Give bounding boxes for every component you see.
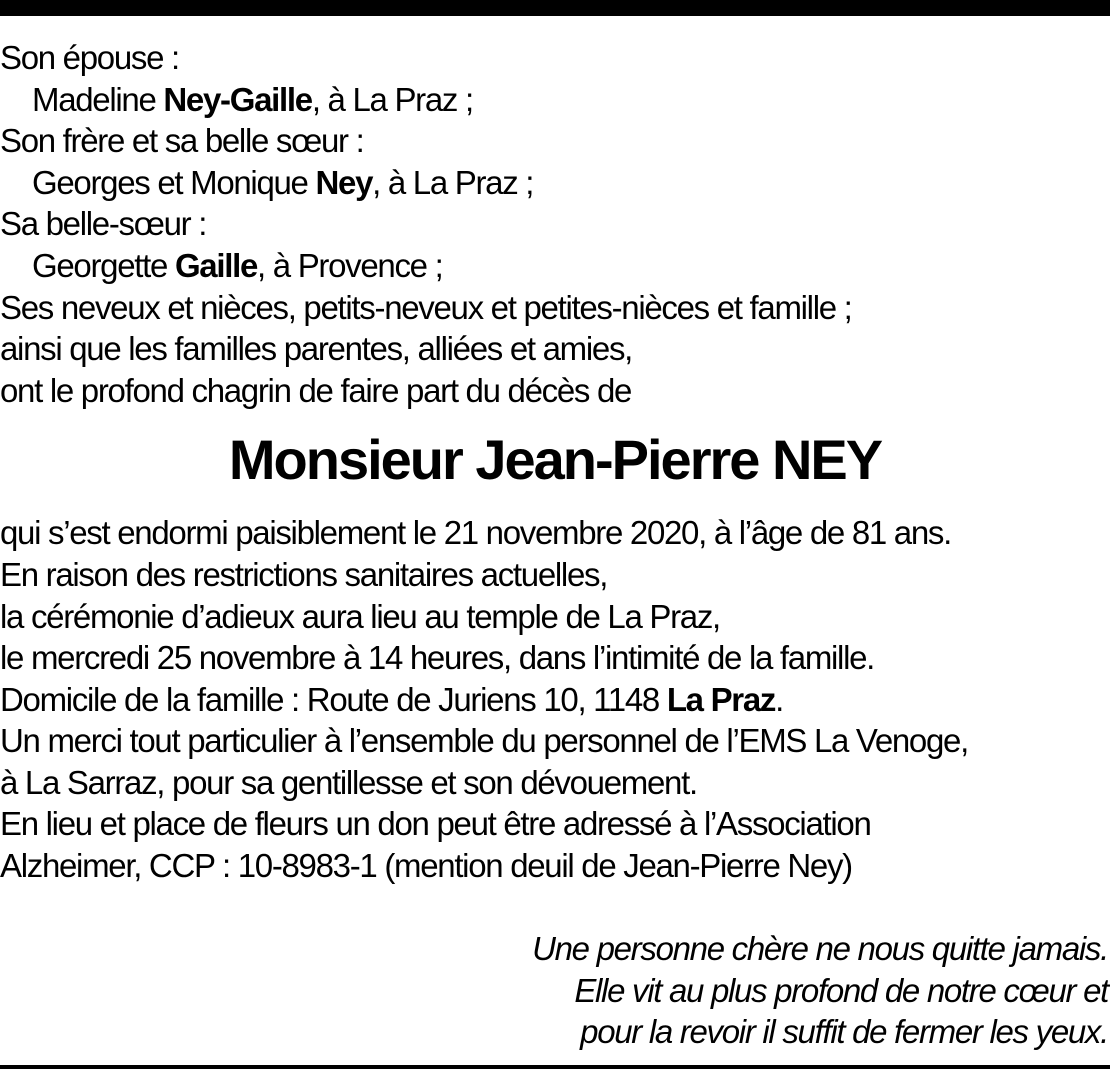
sister-in-law-line [32,246,442,286]
family-address-town: La Praz [666,681,776,718]
ceremony-date-line [0,638,874,678]
spouse-first-name: Madeline [32,81,164,118]
thanks-text-1: Un merci tout particulier à l’ensemble du personnel de l’EMS La Venoge, [0,722,968,759]
spouse-heading [0,38,179,78]
relatives-text: ainsi que les familles parentes, alliées et amies, [0,330,633,367]
brother-heading [0,121,363,161]
nephews-line [0,288,852,328]
sister-in-law-place: , à Provence ; [257,247,443,284]
thanks-line-1 [0,721,968,761]
ceremony-place-line [0,597,720,637]
death-date-text: qui s’est endormi paisiblement le 21 novembre 2020, à l’âge de 81 ans. [0,514,951,551]
announcement-line [0,371,631,411]
spouse-surname: Ney-Gaille [163,81,312,118]
ceremony-place-text: la cérémonie d’adieux aura lieu au temple de La Praz, [0,598,720,635]
brother-place: , à La Praz ; [372,164,534,201]
sister-in-law-heading [0,204,206,244]
brother-heading-text: Son frère et sa belle sœur : [0,122,364,159]
sister-in-law-first-name: Georgette [32,247,175,284]
relatives-line [0,329,632,369]
thanks-line-2 [0,763,697,803]
brother-line [32,163,533,203]
spouse-heading-text: Son épouse : [0,39,179,76]
donation-text-2: Alzheimer, CCP : 10-8983-1 (mention deuil de Jean-Pierre Ney) [0,847,852,884]
sister-in-law-heading-text: Sa belle-sœur : [0,205,207,242]
death-date-line [0,513,951,553]
bottom-rule [0,1065,1110,1069]
brother-first-names: Georges et Monique [32,164,316,201]
spouse-place: , à La Praz ; [311,81,473,118]
announcement-text: ont le profond chagrin de faire part du décès de [0,372,632,409]
quote-line-1: Une personne chère ne nous quitte jamais. [532,930,1108,967]
deceased-name: Monsieur Jean-Pierre NEY [228,428,882,491]
restrictions-text: En raison des restrictions sanitaires actuelles, [0,556,608,593]
nephews-text: Ses neveux et nièces, petits-neveux et petites-nièces et famille ; [0,289,852,326]
restrictions-line [0,555,607,595]
sister-in-law-surname: Gaille [174,247,258,284]
family-address-line [0,680,783,720]
donation-text-1: En lieu et place de fleurs un don peut être adressé à l’Association [0,805,871,842]
brother-surname: Ney [315,164,373,201]
spouse-line [32,80,473,120]
donation-line-1 [0,804,871,844]
family-address-text: Domicile de la famille : Route de Juriens 10, 1148 [0,681,667,718]
top-rule [0,0,1110,16]
donation-line-2 [0,846,852,886]
family-address-period: . [775,681,783,718]
quote-line-2: Elle vit au plus profond de notre cœur et [574,972,1108,1009]
thanks-text-2: à La Sarraz, pour sa gentillesse et son dévouement. [0,764,697,801]
ceremony-date-text: le mercredi 25 novembre à 14 heures, dans l’intimité de la famille. [0,639,875,676]
quote-line-3: pour la revoir il suffit de fermer les yeux. [580,1013,1108,1050]
